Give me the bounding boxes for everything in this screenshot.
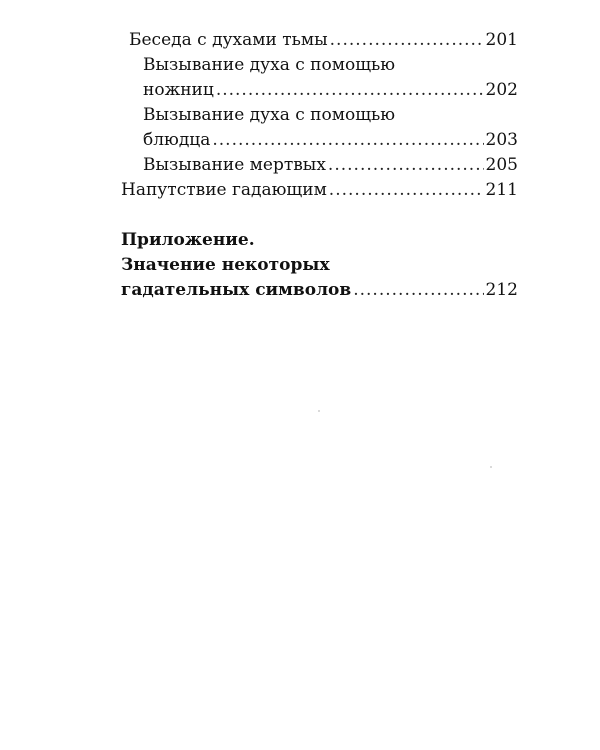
leader-dots: [328, 153, 484, 178]
toc-entry-title: Беседа с духами тьмы: [129, 30, 328, 50]
toc-entry: [121, 53, 518, 103]
appendix-title-line2: Значение некоторых: [121, 255, 330, 275]
leader-dots: [212, 128, 483, 153]
spacer: [121, 203, 518, 228]
leader-dots: [330, 28, 484, 53]
toc-entry-title: Напутствие гадающим: [121, 180, 327, 200]
toc-entry-title-line2: ножниц: [143, 80, 214, 100]
leader-dots: [329, 178, 484, 203]
toc-appendix-entry: [121, 228, 518, 303]
appendix-title-line3: гадательных символов: [121, 280, 352, 300]
toc-page-number: 205: [485, 155, 518, 175]
toc-page-number: 203: [485, 130, 518, 150]
toc-entry: [121, 153, 518, 178]
leader-dots: [353, 278, 483, 303]
toc-entry: [121, 103, 518, 153]
table-of-contents: [121, 28, 518, 303]
toc-page-number: 202: [485, 80, 518, 100]
toc-page-number: 212: [485, 280, 518, 300]
toc-entry-title-line1: Вызывание духа с помощью: [143, 105, 396, 125]
toc-page-number: 201: [485, 30, 518, 50]
appendix-title-line1: Приложение.: [121, 230, 255, 250]
paper-speck: [318, 410, 320, 412]
toc-entry: [121, 28, 518, 53]
toc-entry-title: Вызывание мертвых: [143, 155, 326, 175]
leader-dots: [216, 78, 484, 103]
toc-entry-title-line1: Вызывание духа с помощью: [143, 55, 396, 75]
paper-speck: [490, 466, 492, 468]
toc-entry: [121, 178, 518, 203]
toc-page-number: 211: [485, 180, 518, 200]
toc-entry-title-line2: блюдца: [143, 130, 211, 150]
